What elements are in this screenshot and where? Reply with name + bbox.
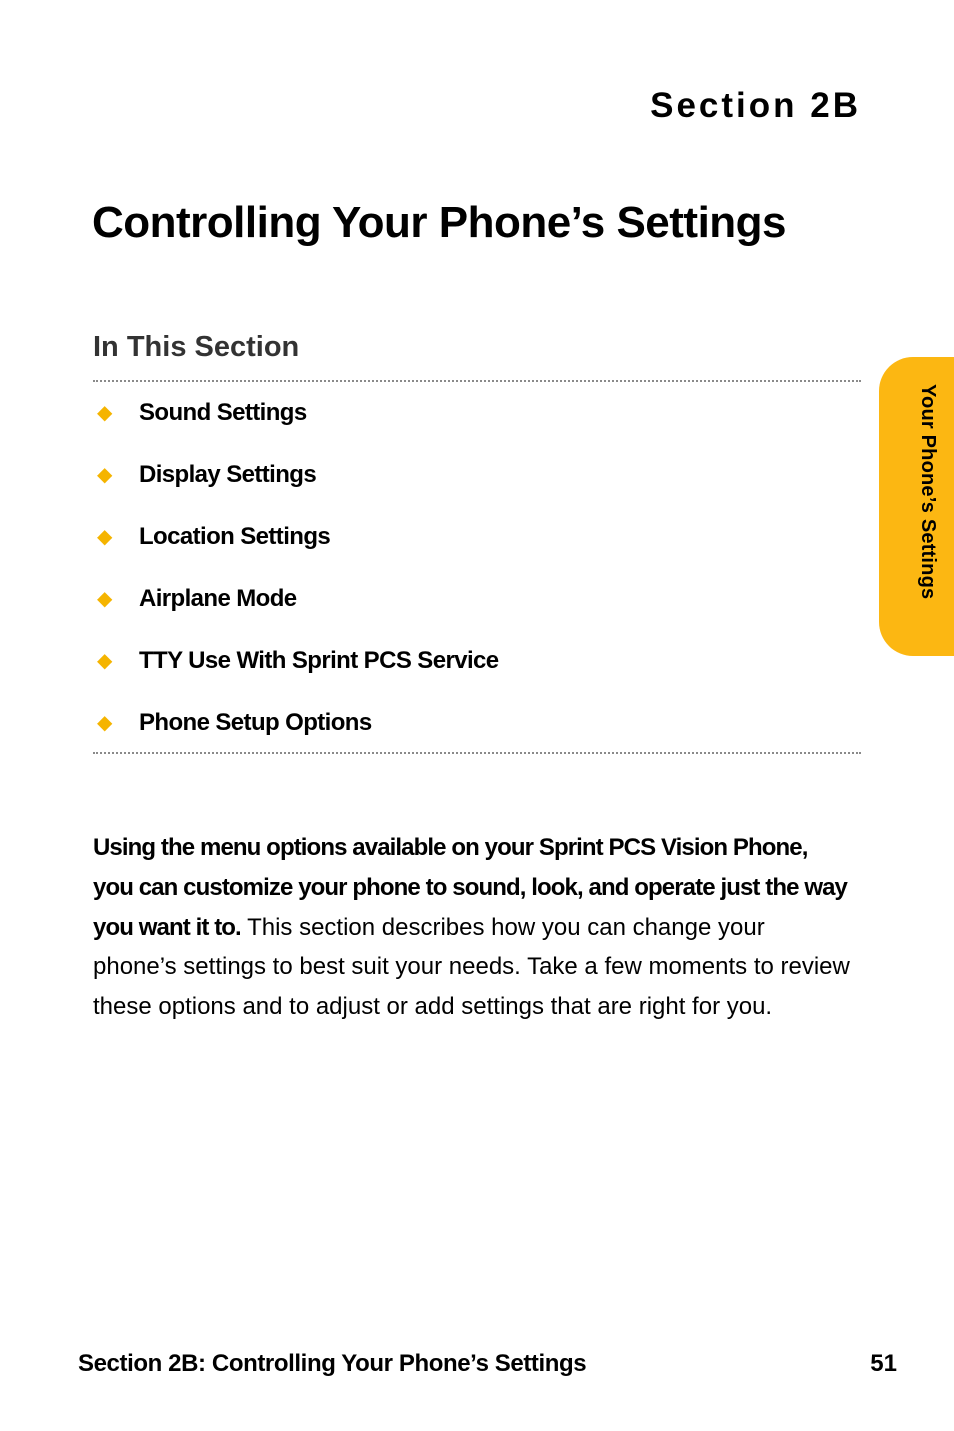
page-number: 51 [870,1350,897,1377]
side-tab-label: Your Phone’s Settings [917,384,939,600]
list-item-label: TTY Use With Sprint PCS Service [139,647,499,674]
diamond-bullet-icon: ◆ [97,402,113,424]
bottom-dotted-divider [93,752,861,754]
diamond-bullet-icon: ◆ [97,464,113,486]
footer-title: Section 2B: Controlling Your Phone’s Settings [78,1350,587,1377]
section-contents-list [93,395,861,767]
diamond-bullet-icon: ◆ [97,712,113,734]
top-dotted-divider [93,380,861,382]
intro-body-text: This section describes how you can change your phone’s settings to best suit your needs. Take a few moments to review these options and to adjust or add settings that are right for you. [93,913,850,1021]
list-item [93,457,861,519]
page-title: Controlling Your Phone’s Settings [92,198,787,247]
list-item-label: Sound Settings [139,399,307,426]
diamond-bullet-icon: ◆ [97,650,113,672]
list-item [93,643,861,705]
list-item [93,519,861,581]
list-item-label: Airplane Mode [139,585,297,612]
intro-paragraph [93,828,853,1027]
list-item [93,581,861,643]
list-item [93,395,861,457]
diamond-bullet-icon: ◆ [97,526,113,548]
list-item-label: Display Settings [139,461,317,488]
section-label: Section 2B [650,86,861,125]
intro-lead-text: Using the menu options available on your Sprint PCS Vision Phone, you can customize your phone to sound, look, and operate just the way you want it to. [93,834,848,941]
in-this-section-heading: In This Section [93,331,300,363]
list-item [93,705,861,767]
list-item-label: Phone Setup Options [139,709,372,736]
diamond-bullet-icon: ◆ [97,588,113,610]
list-item-label: Location Settings [139,523,331,550]
